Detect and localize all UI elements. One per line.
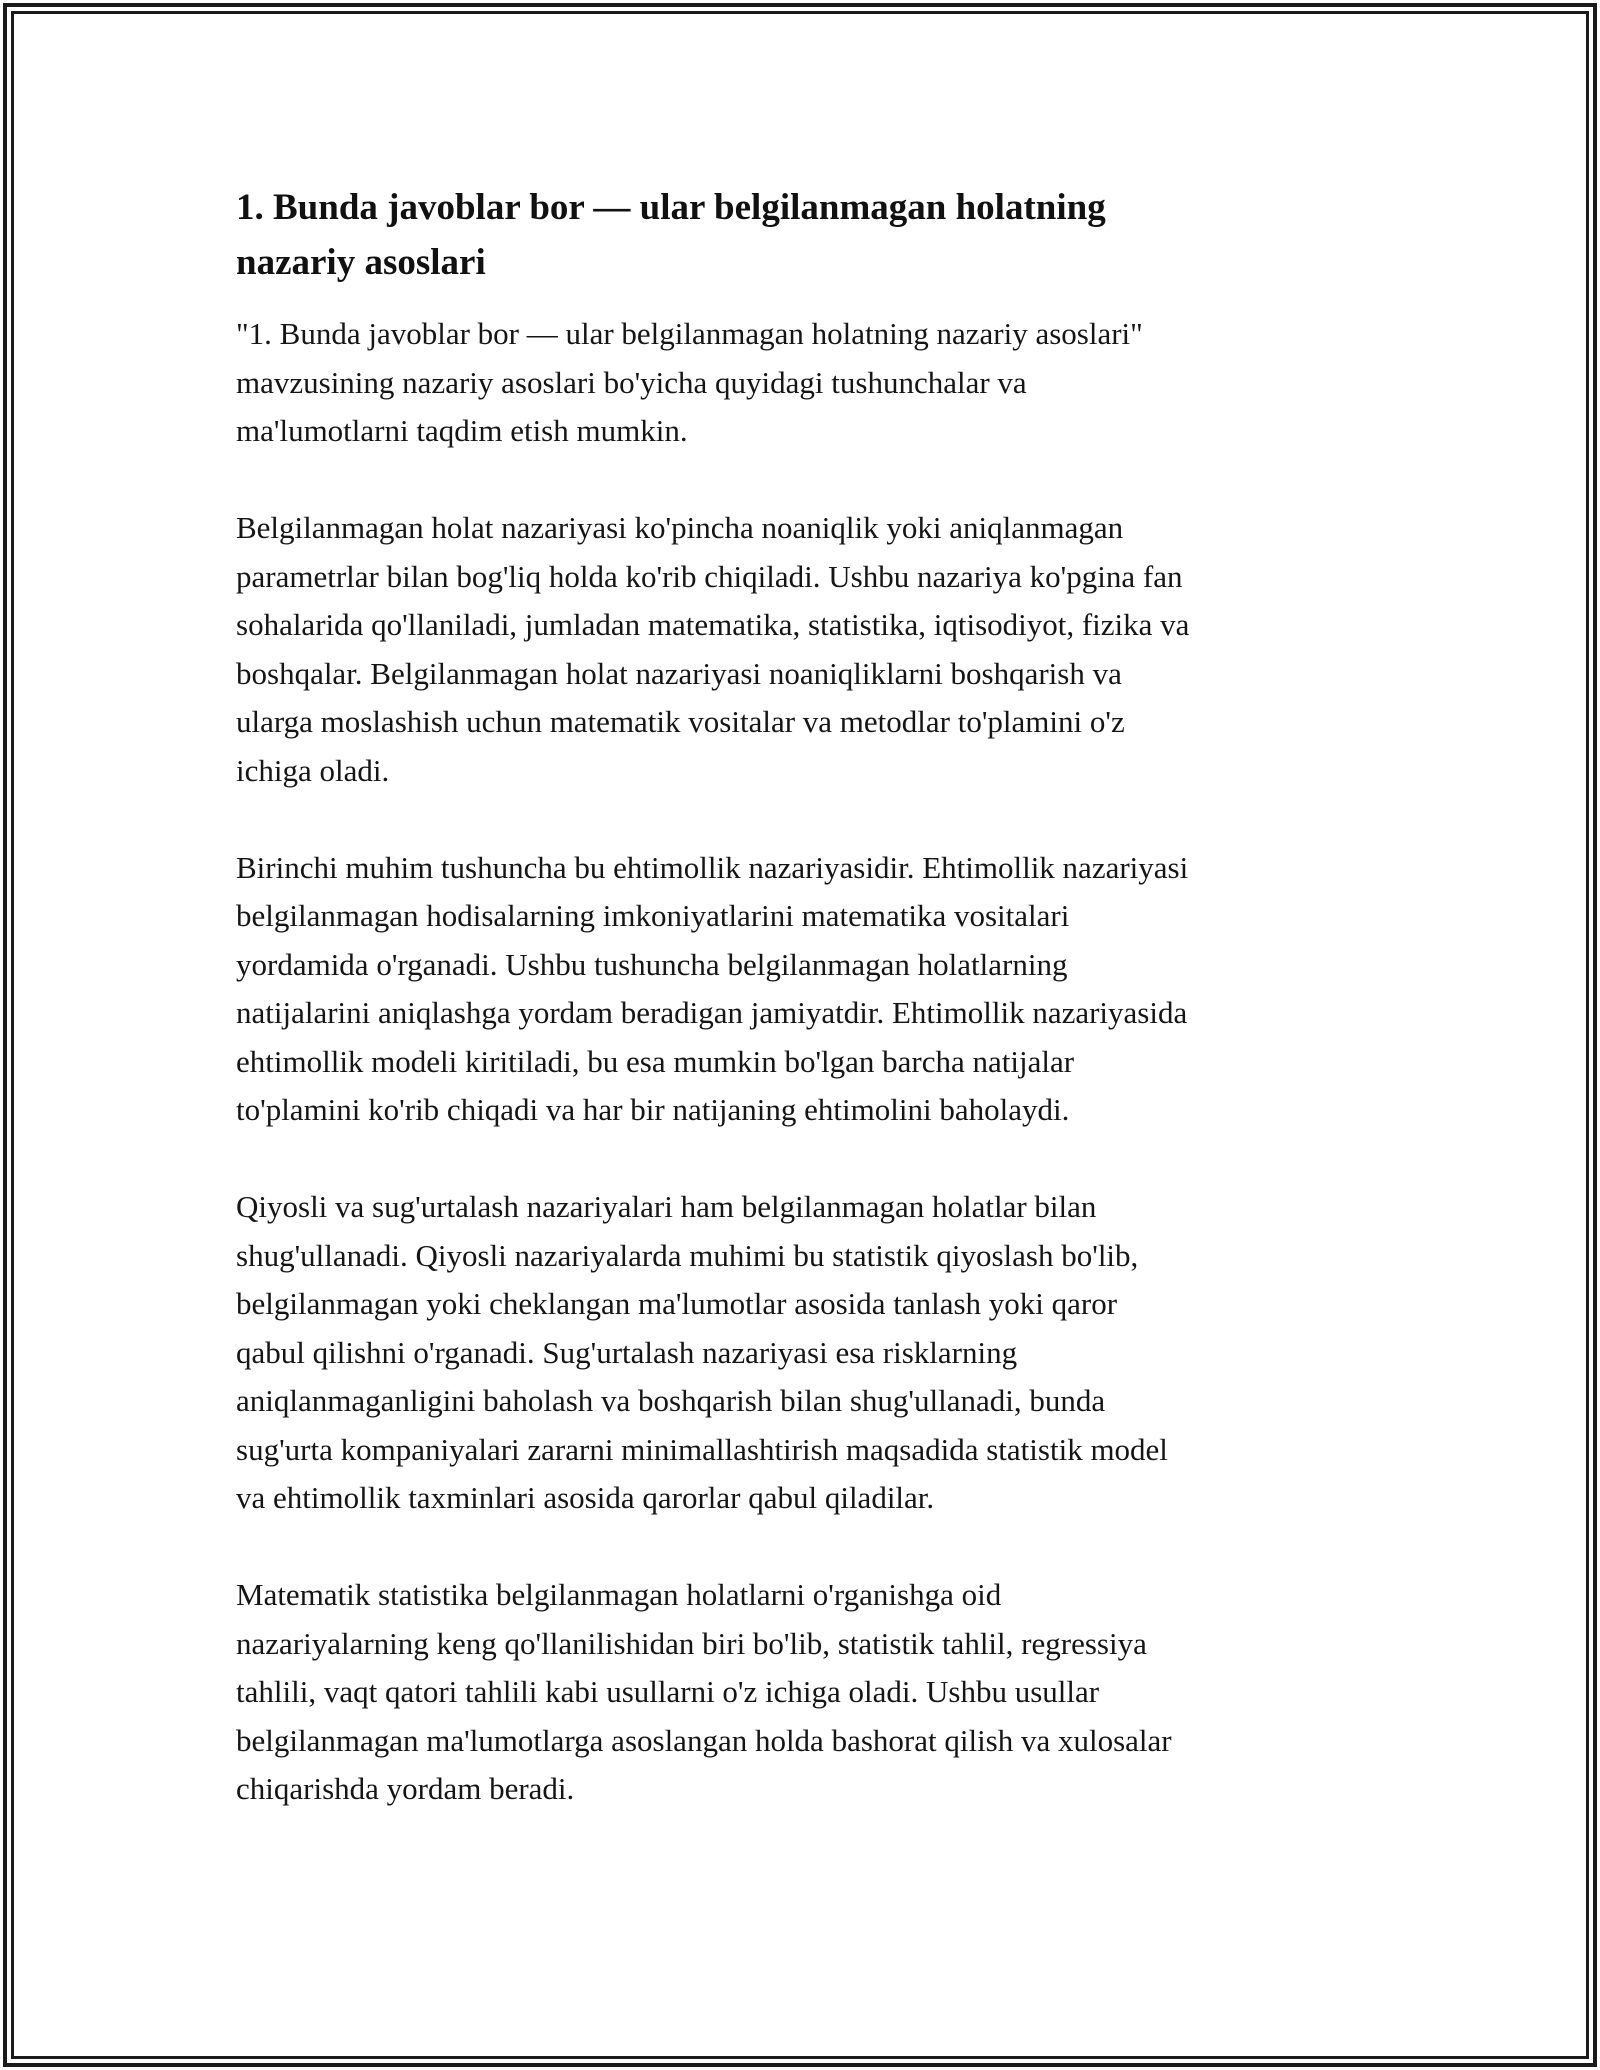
paragraph-intro: "1. Bunda javoblar bor — ular belgilanmagan holatning nazariy asoslari" mavzusining nazariy asoslari bo'yicha quyidagi tushunchalar va ma'lumotlarni taqdim etish mumkin. xyxy=(236,316,1143,448)
document-title: 1. Bunda javoblar bor — ular belgilanmagan holatning nazariy asoslari xyxy=(236,187,1106,283)
document-content xyxy=(236,180,1366,1862)
paragraph-probability-theory: Birinchi muhim tushuncha bu ehtimollik nazariyasidir. Ehtimollik nazariyasi belgilanmagan hodisalarning imkoniyatlarini matematika vositalari yordamida o'rganadi. Ushbu tushuncha belgilanmagan holatlarning natijalarini aniqlashga yordam beradigan jamiyatdir. Ehtimollik nazariyasida ehtimollik modeli kiritiladi, bu esa mumkin bo'lgan barcha natijalar to'plamini ko'rib chiqadi va har bir natijaning ehtimolini baholaydi. xyxy=(236,849,1189,1127)
paragraph-uncertainty-theory: Belgilanmagan holat nazariyasi ko'pincha noaniqlik yoki aniqlanmagan parametrlar bilan bog'liq holda ko'rib chiqiladi. Ushbu nazariya ko'pgina fan sohalarida qo'llaniladi, jumladan matematika, statistika, iqtisodiyot, fizika va boshqalar. Belgilanmagan holat nazariyasi noaniqliklarni boshqarish va ularga moslashish uchun matematik vositalar va metodlar to'plamini o'z ichiga oladi. xyxy=(236,510,1190,788)
paragraph-comparison-insurance: Qiyosli va sug'urtalash nazariyalari ham belgilanmagan holatlar bilan shug'ullanadi. Qiyosli nazariyalarda muhimi bu statistik qiyoslash bo'lib, belgilanmagan yoki cheklangan ma'lumotlar asosida tanlash yoki qaror qabul qilishni o'rganadi. Sug'urtalash nazariyasi esa risklarning aniqlanmaganligini baholash va boshqarish bilan shug'ullanadi, bunda sug'urta kompaniyalari zararni minimallashtirish maqsadida statistik model va ehtimollik taxminlari asosida qarorlar qabul qiladilar. xyxy=(236,1189,1168,1515)
paragraph-mathematical-statistics: Matematik statistika belgilanmagan holatlarni o'rganishga oid nazariyalarning keng qo'llanilishidan biri bo'lib, statistik tahlil, regressiya tahlili, vaqt qatori tahlili kabi usullarni o'z ichiga oladi. Ushbu usullar belgilanmagan ma'lumotlarga asoslangan holda bashorat qilish va xulosalar chiqarishda yordam beradi. xyxy=(236,1577,1172,1806)
